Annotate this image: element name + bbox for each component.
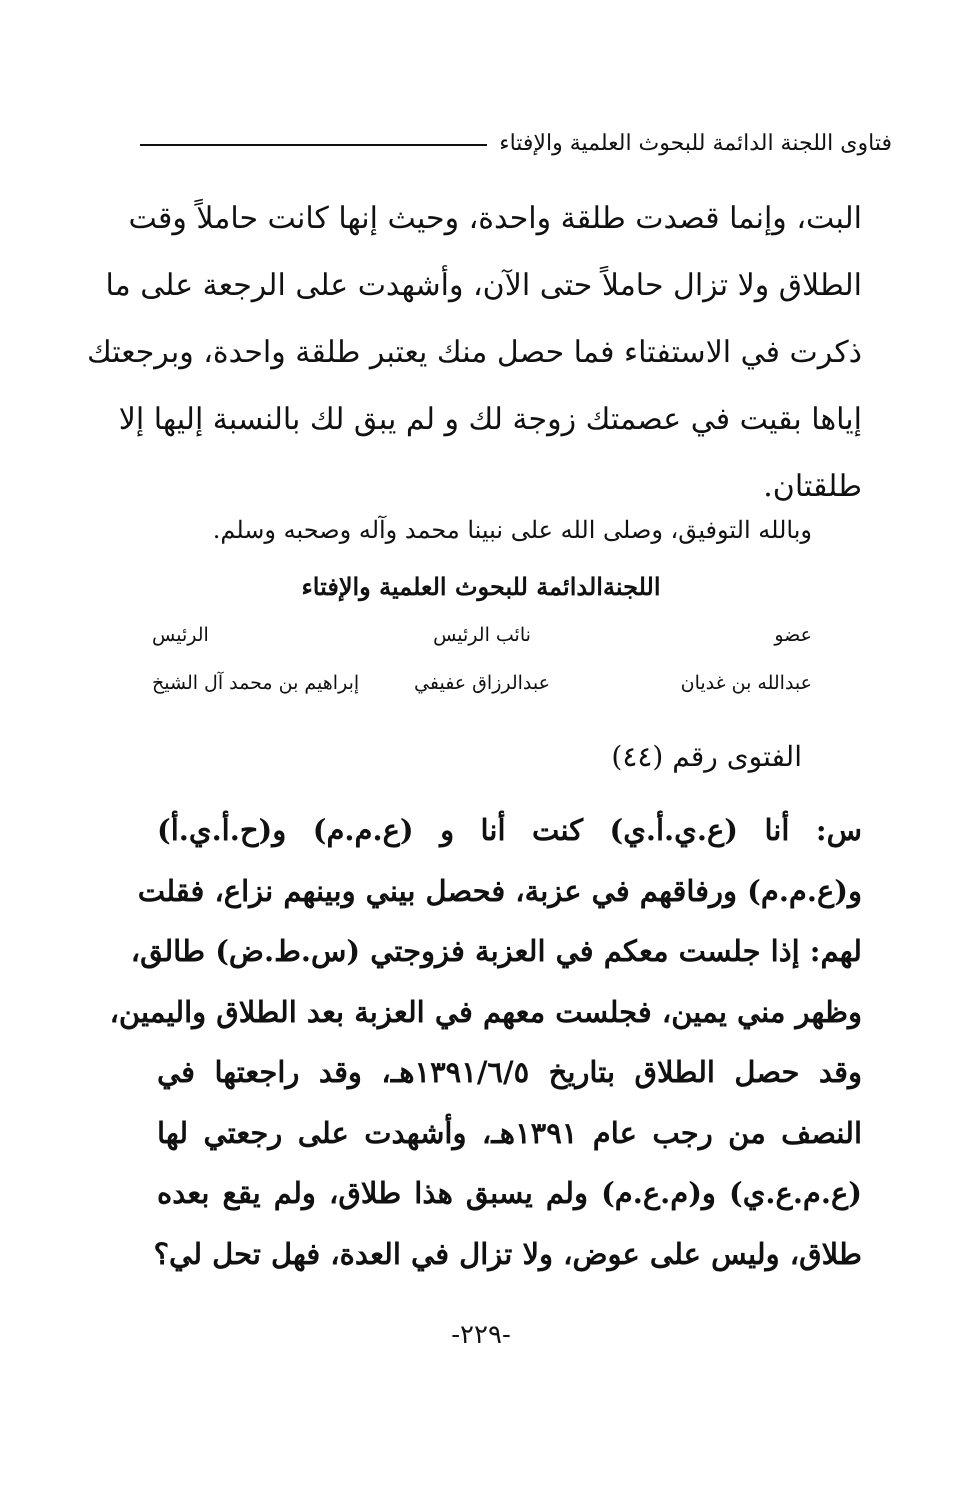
question-line: و(ع.م.م) ورفاقهم في عزبة، فحصل بيني وبينهم نزاع، فقلت [137,873,862,908]
answer-line: البت، وإنما قصدت طلقة واحدة، وحيث إنها كانت حاملاً وقت [128,201,862,236]
question-line: النصف من رجب عام ١٣٩١هـ، وأشهدت على رجعتي لها [157,1115,862,1150]
name-member: عبدالله بن غديان [680,672,812,694]
page-number: -٢٢٩- [451,1320,511,1350]
book-title: فتاوى اللجنة الدائمة للبحوث العلمية والإفتاء [499,130,892,156]
question-paragraph [109,800,862,1284]
answer-line: طلقتان. [763,469,862,504]
question-line: وظهر مني يمين، فجلست معهم في العزبة بعد الطلاق واليمين، [109,994,862,1029]
title-member: عضو [774,624,812,646]
name-deputy: عبدالرزاق عفيفي [414,672,550,694]
title-deputy: نائب الرئيس [433,624,531,646]
question-line: طلاق، وليس على عوض، ولا تزال في العدة، فهل تحل لي؟ [153,1236,862,1271]
header-rule [140,144,487,146]
title-chairman: الرئيس [152,624,209,646]
running-header [140,118,892,168]
answer-line: إياها بقيت في عصمتك زوجة لك و لم يبق لك بالنسبة إليها إلا [118,402,862,437]
name-chairman: إبراهيم بن محمد آل الشيخ [152,672,360,694]
question-line: لهم: إذا جلست معكم في العزبة فزوجتي (س.ط.ض) طالق، [130,934,862,968]
signature-names [152,672,812,694]
committee-name: اللجنةالدائمة للبحوث العلمية والإفتاء [301,572,661,601]
answer-line: الطلاق ولا تزال حاملاً حتى الآن، وأشهدت على الرجعة على ما [105,268,862,303]
question-line: وقد حصل الطلاق بتاريخ ١٣٩١/٦/٥هـ، وقد راجعتها في [157,1055,862,1089]
answer-paragraph [86,185,862,520]
question-line: س: أنا (ع.ي.أ.ي) كنت أنا و (ع.م.م) و(ح.أ.ي.أ) [157,813,862,847]
question-line: (ع.م.ع.ي) و(م.ع.م) ولم يسبق هذا طلاق، ولم يقع بعده [157,1176,862,1210]
fatwa-number: الفتوى رقم (٤٤) [611,740,802,773]
signature-titles [152,624,812,646]
answer-line: ذكرت في الاستفتاء فما حصل منك يعتبر طلقة واحدة، وبرجعتك [86,335,862,370]
closing-prayer: وبالله التوفيق، وصلى الله على نبينا محمد وآله وصحبه وسلم. [212,516,812,544]
